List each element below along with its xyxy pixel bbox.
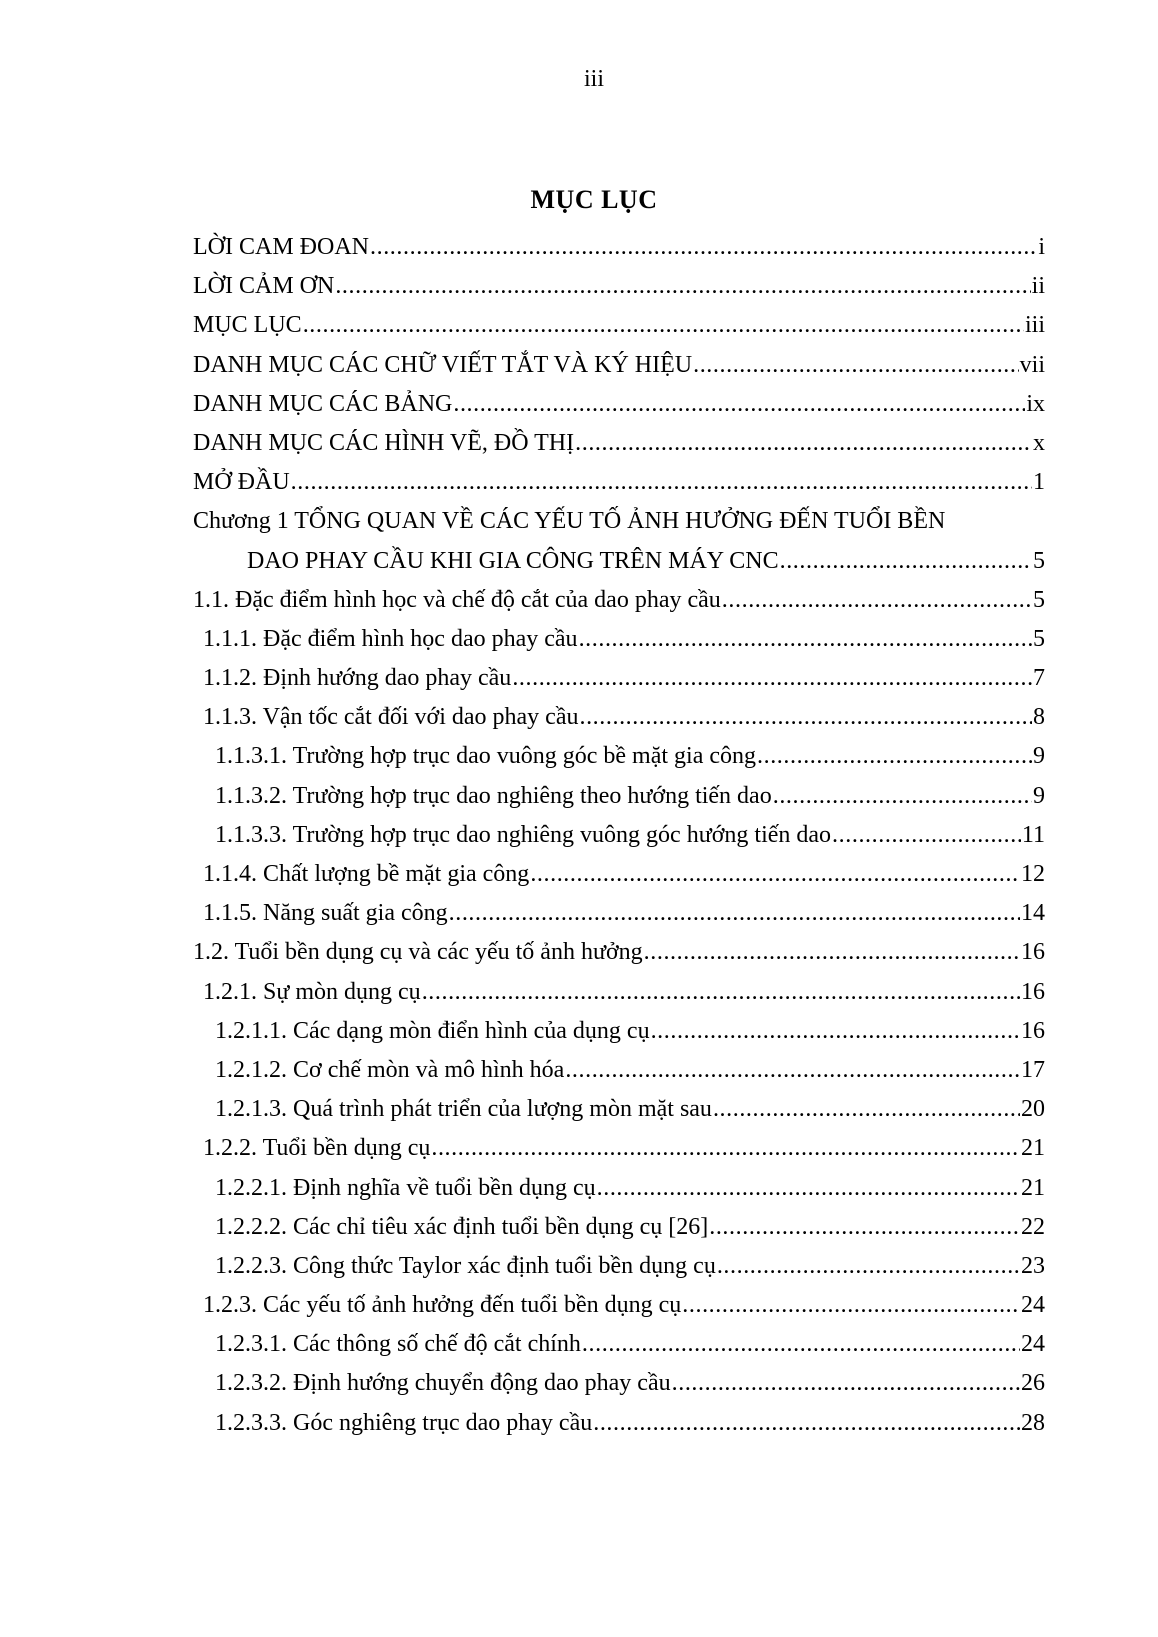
dot-leader <box>672 1364 1020 1403</box>
toc-page-number: 16 <box>1021 939 1045 966</box>
toc-entry[interactable] <box>193 933 1045 972</box>
toc-entry-title: 1.2.2.3. Công thức Taylor xác định tuổi bền dụng cụ <box>215 1252 716 1279</box>
dot-leader <box>780 542 1032 581</box>
toc-entry-title: 1.2.3.3. Góc nghiêng trục dao phay cầu <box>215 1409 593 1436</box>
toc-entry[interactable] <box>193 737 1045 776</box>
toc-entry[interactable] <box>193 306 1045 345</box>
dot-leader <box>773 777 1032 816</box>
dot-leader <box>370 228 1037 267</box>
toc-entry[interactable] <box>193 1012 1045 1051</box>
toc-page-number: 1 <box>1033 469 1045 496</box>
dot-leader <box>335 267 1030 306</box>
toc-entry-title: 1.2.2.2. Các chỉ tiêu xác định tuổi bền dụng cụ [26] <box>215 1213 709 1240</box>
toc-entry[interactable] <box>193 502 1045 541</box>
toc-entry-title: 1.2.1. Sự mòn dụng cụ <box>203 978 421 1005</box>
toc-entry-title: 1.1.3.2. Trường hợp trục dao nghiêng theo hướng tiến dao <box>215 782 772 809</box>
dot-leader <box>582 1325 1020 1364</box>
toc-page-number: 5 <box>1033 625 1045 652</box>
dot-leader <box>579 620 1032 659</box>
toc-entry[interactable] <box>193 777 1045 816</box>
toc-entry[interactable] <box>193 894 1045 933</box>
toc-page-number: 9 <box>1033 782 1045 809</box>
dot-leader <box>717 1247 1020 1286</box>
toc-entry-title: 1.1.4. Chất lượng bề mặt gia công <box>203 861 530 887</box>
dot-leader <box>722 581 1032 620</box>
dot-leader <box>832 816 1021 855</box>
toc-entry-title: 1.2. Tuổi bền dụng cụ và các yếu tố ảnh hưởng <box>193 939 643 966</box>
dot-leader <box>575 424 1032 463</box>
toc-page-number: 12 <box>1021 861 1045 887</box>
toc-entry-title: Chương 1 TỔNG QUAN VỀ CÁC YẾU TỐ ẢNH HƯỞNG ĐẾN TUỔI BỀN <box>193 508 946 535</box>
toc-page-number: 14 <box>1021 900 1045 927</box>
toc-entry-title: 1.2.1.1. Các dạng mòn điển hình của dụng cụ <box>215 1017 650 1044</box>
dot-leader <box>709 1208 1020 1247</box>
toc-page-number: ii <box>1031 273 1045 300</box>
toc-entry-title: 1.1.3.1. Trường hợp trục dao vuông góc bề mặt gia công <box>215 743 756 770</box>
dot-leader <box>597 1169 1020 1208</box>
dot-leader <box>651 1012 1020 1051</box>
toc-entry-title: DANH MỤC CÁC CHỮ VIẾT TẮT VÀ KÝ HIỆU <box>193 351 693 378</box>
toc-page-number: 7 <box>1033 665 1045 692</box>
dot-leader <box>303 306 1024 345</box>
dot-leader <box>579 698 1032 737</box>
toc-page-number: 23 <box>1021 1252 1045 1279</box>
toc-entry[interactable] <box>193 228 1045 267</box>
toc-page-number: 16 <box>1021 1017 1045 1044</box>
toc-page-number: x <box>1033 429 1045 456</box>
dot-leader <box>565 1051 1020 1090</box>
toc-entry-title: 1.2.3.2. Định hướng chuyển động dao phay cầu <box>215 1370 671 1397</box>
toc-page-number: 9 <box>1033 743 1045 770</box>
toc-entry-title: 1.1. Đặc điểm hình học và chế độ cắt của dao phay cầu <box>193 586 721 613</box>
toc-entry[interactable] <box>193 1051 1045 1090</box>
toc-page-number: 16 <box>1021 978 1045 1005</box>
toc-entry[interactable] <box>193 1247 1045 1286</box>
toc-entry[interactable] <box>193 463 1045 502</box>
toc-entry[interactable] <box>193 267 1045 306</box>
toc-entry-title: DAO PHAY CẦU KHI GIA CÔNG TRÊN MÁY CNC <box>247 547 779 574</box>
toc-page-number: 21 <box>1021 1135 1045 1162</box>
toc-entry-title: LỜI CẢM ƠN <box>193 273 335 300</box>
toc-page-number: 21 <box>1021 1174 1045 1201</box>
dot-leader <box>449 894 1020 933</box>
dot-leader <box>682 1286 1020 1325</box>
toc-entry-title: 1.1.5. Năng suất gia công <box>203 900 448 927</box>
toc-entry[interactable] <box>193 620 1045 659</box>
toc-page-number: 11 <box>1021 821 1045 848</box>
table-of-contents <box>193 228 1045 1443</box>
toc-entry[interactable] <box>193 385 1045 424</box>
dot-leader <box>713 1090 1020 1129</box>
toc-entry[interactable] <box>193 973 1045 1012</box>
toc-entry-title: DANH MỤC CÁC BẢNG <box>193 390 453 417</box>
dot-leader <box>422 973 1020 1012</box>
toc-entry[interactable] <box>193 1286 1045 1325</box>
toc-entry[interactable] <box>193 542 1045 581</box>
toc-entry-title: DANH MỤC CÁC HÌNH VẼ, ĐỒ THỊ <box>193 429 575 456</box>
toc-page-number: 5 <box>1033 547 1045 574</box>
toc-entry[interactable] <box>193 1325 1045 1364</box>
toc-entry[interactable] <box>193 1364 1045 1403</box>
toc-page-number: 24 <box>1021 1331 1045 1358</box>
toc-page-number: 5 <box>1033 586 1045 613</box>
toc-entry[interactable] <box>193 1208 1045 1247</box>
toc-page-number: 20 <box>1021 1096 1045 1123</box>
toc-page-number: iii <box>1024 312 1045 339</box>
toc-entry[interactable] <box>193 1404 1045 1443</box>
toc-page-number: vii <box>1019 351 1045 378</box>
toc-entry[interactable] <box>193 424 1045 463</box>
toc-page-number: i <box>1038 234 1045 260</box>
dot-leader <box>693 346 1019 385</box>
toc-entry-title: 1.1.2. Định hướng dao phay cầu <box>203 665 512 692</box>
dot-leader <box>530 855 1020 894</box>
toc-page-number: 8 <box>1033 704 1045 731</box>
dot-leader <box>291 463 1032 502</box>
toc-entry-title: LỜI CAM ĐOAN <box>193 234 369 260</box>
toc-entry[interactable] <box>193 346 1045 385</box>
toc-entry-title: 1.2.1.2. Cơ chế mòn và mô hình hóa <box>215 1056 565 1083</box>
toc-entry-title: 1.2.3. Các yếu tố ảnh hưởng đến tuổi bền dụng cụ <box>203 1292 682 1319</box>
dot-leader <box>431 1129 1020 1168</box>
toc-entry[interactable] <box>193 1129 1045 1168</box>
dot-leader <box>512 659 1032 698</box>
toc-page-number: 24 <box>1021 1292 1045 1319</box>
toc-page-number: 22 <box>1021 1213 1045 1240</box>
toc-entry[interactable] <box>193 659 1045 698</box>
toc-entry-title: MỞ ĐẦU <box>193 469 290 496</box>
page-number: iii <box>583 66 604 92</box>
toc-entry-title: MỤC LỤC <box>193 312 302 339</box>
toc-page-number: 26 <box>1021 1370 1045 1397</box>
page-title: MỤC LỤC <box>530 185 658 214</box>
toc-entry-title: 1.2.2.1. Định nghĩa về tuổi bền dụng cụ <box>215 1174 596 1201</box>
toc-entry[interactable] <box>193 581 1045 620</box>
dot-leader <box>757 737 1032 776</box>
toc-entry-title: 1.1.3. Vận tốc cắt đối với dao phay cầu <box>203 704 579 731</box>
toc-page-number: 17 <box>1021 1056 1045 1083</box>
toc-entry-title: 1.2.2. Tuổi bền dụng cụ <box>203 1135 431 1162</box>
toc-entry-title: 1.2.3.1. Các thông số chế độ cắt chính <box>215 1331 581 1358</box>
toc-entry-title: 1.2.1.3. Quá trình phát triển của lượng mòn mặt sau <box>215 1096 712 1123</box>
dot-leader <box>593 1404 1020 1443</box>
toc-entry[interactable] <box>193 698 1045 737</box>
toc-page-number: 28 <box>1021 1409 1045 1436</box>
dot-leader <box>644 933 1020 972</box>
dot-leader <box>453 385 1025 424</box>
toc-entry[interactable] <box>193 1090 1045 1129</box>
toc-entry[interactable] <box>193 855 1045 894</box>
toc-entry-title: 1.1.1. Đặc điểm hình học dao phay cầu <box>203 625 578 652</box>
toc-entry[interactable] <box>193 816 1045 855</box>
toc-page-number: ix <box>1026 390 1045 417</box>
toc-entry-title: 1.1.3.3. Trường hợp trục dao nghiêng vuông góc hướng tiến dao <box>215 821 832 848</box>
toc-entry[interactable] <box>193 1169 1045 1208</box>
